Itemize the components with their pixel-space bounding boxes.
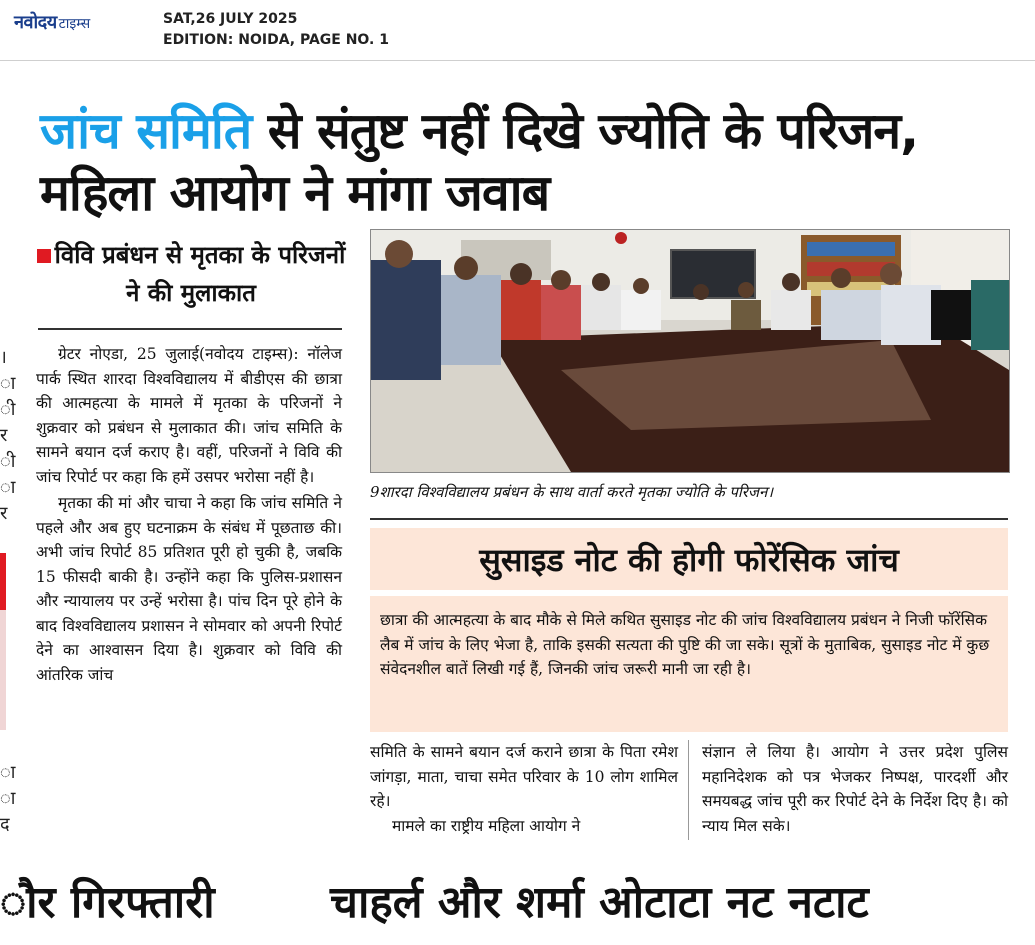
adjacent-pink-box [0, 610, 6, 730]
article-body-col2 [370, 740, 678, 838]
masthead-bar [0, 0, 1035, 61]
divider [38, 328, 342, 330]
fragment-char: द [0, 814, 10, 835]
fragment-char: ी [0, 399, 16, 420]
article-subhead [36, 236, 346, 312]
subhead-text: विवि प्रबंधन से मृतका के परिजनों ने की मुलाकात [54, 241, 346, 307]
bullet-square-icon [37, 249, 51, 263]
sidebar-box-body: छात्रा की आत्महत्या के बाद मौके से मिले कथित सुसाइड नोट की जांच विश्वविद्यालय प्रबंधन ने निजी फॉरेंसिक लैब में जांच के लिए भेजा है, ताकि इसकी सत्यता की पुष्टि की जा सके। सूत्रों के मुताबिक, सुसाइड नोट में कुछ संवेदनशील बातें लिखी गई हैं, जिनकी जांच जरूरी मानी जा रही है। [370, 596, 1008, 732]
edition-info [163, 9, 389, 51]
next-headline-right: चाहर्ल और शर्मा ओटाटा नट नटाट [330, 877, 869, 928]
headline-highlight: जांच समिति [40, 102, 252, 160]
body-paragraph: मामले का राष्ट्रीय महिला आयोग ने [392, 816, 581, 835]
divider [370, 518, 1008, 520]
fragment-char: र [0, 425, 8, 446]
newspaper-logo[interactable] [14, 10, 90, 32]
column-divider [688, 740, 689, 840]
next-headline-left: ौर गिरफ्तारी [0, 877, 215, 928]
logo-sub: टाइम्स [58, 16, 91, 32]
article-body-col3: संज्ञान ले लिया है। आयोग ने उत्तर प्रदेश पुलिस महानिदेशक को पत्र भेजकर निष्पक्ष, पारदर्शी और समयबद्ध जांच पूरी कर रिपोर्ट देने के निर्देश दिए है। को न्याय मिल सके। [702, 743, 1008, 835]
issue-date: SAT,26 JULY 2025 [163, 11, 298, 27]
edition-page: EDITION: NOIDA, PAGE NO. 1 [163, 32, 389, 48]
article-headline [40, 100, 1020, 224]
fragment-char: । [0, 347, 7, 368]
fragment-char: ा [0, 762, 16, 783]
fragment-char: ा [0, 477, 16, 498]
logo-main: नवोदय [14, 12, 57, 33]
fragment-char: ा [0, 788, 16, 809]
article-body-left [36, 342, 342, 689]
fragment-char: ा [0, 373, 16, 394]
next-headline-fragment [0, 872, 1035, 928]
meeting-photo [370, 229, 1010, 473]
body-paragraph: मृतका की मां और चाचा ने कहा कि जांच समिति ने पहले और अब हुए घटनाक्रम के संबंध में पूछताछ की। अभी जांच रिपोर्ट 85 प्रतिशत पूरी हो चुकी है, जबकि 15 फीसदी बाकी है। उन्होंने कहा कि पुलिस-प्रशासन और न्यायालय पर उन्हें भरोसा है। पांच दिन पूरे होने के बाद विश्वविद्यालय प्रशासन ने सोमवार को अपनी रिपोर्ट देने का आश्वासन दिया है। शुक्रवार को विवि की आंतरिक जांच [36, 494, 342, 684]
sidebar-box-title: सुसाइड नोट की होगी फोरेंसिक जांच [370, 528, 1008, 590]
body-paragraph: ग्रेटर नोएडा, 25 जुलाई(नवोदय टाइम्स): नॉलेज पार्क स्थित शारदा विश्वविद्यालय में बीडीएस की छात्रा की आत्महत्या के मामले में मृतका के परिजनों ने शुक्रवार को प्रबंधन से मुलाकात की। जांच समिति के सामने बयान दर्ज कराए है। वहीं, परिजनों ने विवि की जांच रिपोर्ट पर कहा कि हमें उसपर भरोसा नहीं है। [36, 345, 342, 486]
headline-rest: से संतुष्ट नहीं दिखे ज्योति के परिजन, महिला आयोग ने मांगा जवाब [40, 102, 919, 222]
photo-caption: 9शारदा विश्वविद्यालय प्रबंधन के साथ वार्ता करते मृतका ज्योति के परिजन। [370, 483, 774, 501]
body-paragraph: समिति के सामने बयान दर्ज कराने छात्रा के पिता रमेश जांगड़ा, माता, चाचा समेत परिवार के 10 लोग शामिल रहे। [370, 743, 678, 810]
meeting-room-image [371, 230, 1009, 472]
adjacent-red-bar [0, 553, 6, 611]
fragment-char: ी [0, 451, 16, 472]
fragment-char: र [0, 503, 8, 524]
adjacent-column-fragment-lower [0, 760, 16, 835]
